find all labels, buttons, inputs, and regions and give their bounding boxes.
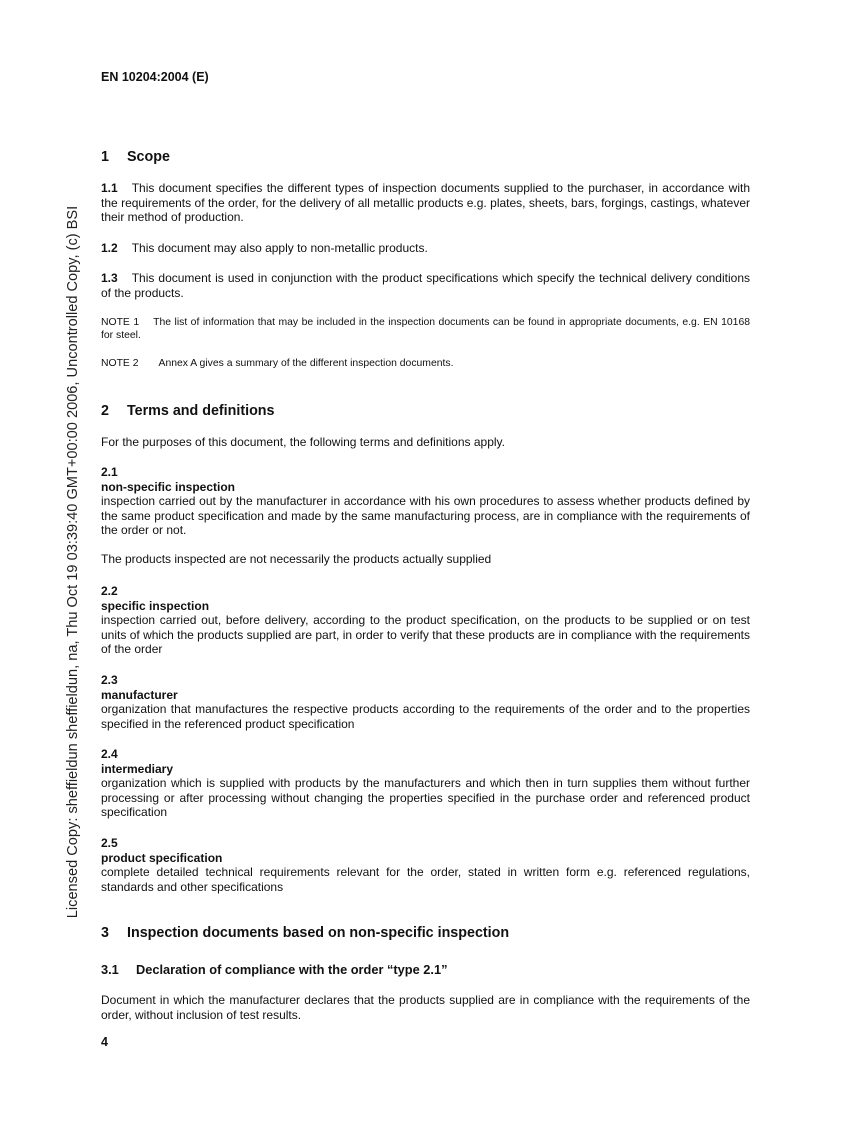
term-definition: inspection carried out, before delivery, according to the product specification, on the products to be supplied or on test units of which the products supplied are part, in order to verify that these products are in compliance with the requirements of the order — [101, 613, 750, 657]
clause-number: 1.2 — [101, 241, 118, 255]
page-number: 4 — [101, 1035, 108, 1049]
term-number: 2.5 — [101, 836, 118, 850]
clause-text: This document is used in conjunction with the product specifications which specify the technical delivery conditions of the products. — [101, 271, 750, 300]
section-1-heading — [101, 149, 750, 165]
section-2-heading — [101, 403, 750, 419]
term-definition: complete detailed technical requirements relevant for the order, stated in written form e.g. referenced regulations, standards and other specifications — [101, 865, 750, 894]
term-name: non-specific inspection — [101, 479, 236, 494]
term-name: manufacturer — [101, 687, 178, 702]
term-2-3 — [101, 673, 750, 731]
term-definition: organization that manufactures the respective products according to the requirements of the order and to the properties specified in the referenced product specification — [101, 702, 750, 731]
term-2-5 — [101, 836, 750, 894]
note-label: NOTE 2 — [101, 358, 139, 369]
terms-intro: For the purposes of this document, the following terms and definitions apply. — [101, 435, 505, 449]
term-definition: inspection carried out by the manufacturer in accordance with his own procedures to assess whether products defined by the same product specification and made by the same manufacturing process, are in compliance with the requirements of the order or not. — [101, 494, 750, 538]
term-number: 2.1 — [101, 465, 118, 479]
term-2-4 — [101, 747, 750, 820]
clause-1-3 — [101, 271, 750, 300]
term-definition: organization which is supplied with products by the manufacturers and which then in turn supplies them without further processing or after processing without changing the properties specified in the purchase order and referenced product specification — [101, 776, 750, 820]
section-title: Scope — [127, 149, 170, 165]
term-number: 2.2 — [101, 584, 118, 598]
subsection-title: Declaration of compliance with the order “type 2.1” — [136, 962, 448, 977]
term-note: The products inspected are not necessarily the products actually supplied — [101, 551, 492, 566]
note-label: NOTE 1 — [101, 317, 140, 328]
note-1 — [101, 316, 750, 342]
section-number: 3 — [101, 925, 109, 941]
section-number: 2 — [101, 403, 109, 419]
section-title: Inspection documents based on non-specific inspection — [127, 925, 510, 941]
term-number: 2.3 — [101, 673, 118, 687]
note-2 — [101, 357, 750, 370]
term-name: product specification — [101, 850, 223, 865]
section-3-heading — [101, 925, 750, 941]
subsection-3-1-heading — [101, 962, 750, 977]
term-name: intermediary — [101, 761, 174, 776]
term-2-2 — [101, 584, 750, 657]
subsection-number: 3.1 — [101, 962, 119, 977]
clause-number: 1.3 — [101, 271, 118, 285]
clause-1-2 — [101, 241, 750, 256]
clause-text: This document may also apply to non-metallic products. — [131, 241, 428, 255]
section-number: 1 — [101, 149, 109, 165]
document-id: EN 10204:2004 (E) — [101, 70, 209, 84]
clause-1-1 — [101, 181, 750, 225]
subsection-text: Document in which the manufacturer declares that the products supplied are in compliance with the requirements of the order, without inclusion of test results. — [101, 993, 750, 1022]
note-text: Annex A gives a summary of the different inspection documents. — [158, 358, 454, 369]
license-watermark: Licensed Copy: sheffieldun sheffieldun, na, Thu Oct 19 03:39:40 GMT+00:00 2006, Uncontrolled Copy, (c) BSI — [65, 205, 81, 919]
section-title: Terms and definitions — [127, 403, 275, 419]
term-2-1 — [101, 465, 750, 567]
term-number: 2.4 — [101, 747, 118, 761]
clause-number: 1.1 — [101, 181, 118, 195]
note-text: The list of information that may be included in the inspection documents can be found in appropriate documents, e.g. EN 10168 for steel. — [101, 317, 750, 341]
clause-text: This document specifies the different types of inspection documents supplied to the purchaser, in accordance with the requirements of the order, for the delivery of all metallic products e.g. plates, sheets, bars, forgings, castings, whatever their method of production. — [101, 181, 750, 225]
term-name: specific inspection — [101, 598, 210, 613]
